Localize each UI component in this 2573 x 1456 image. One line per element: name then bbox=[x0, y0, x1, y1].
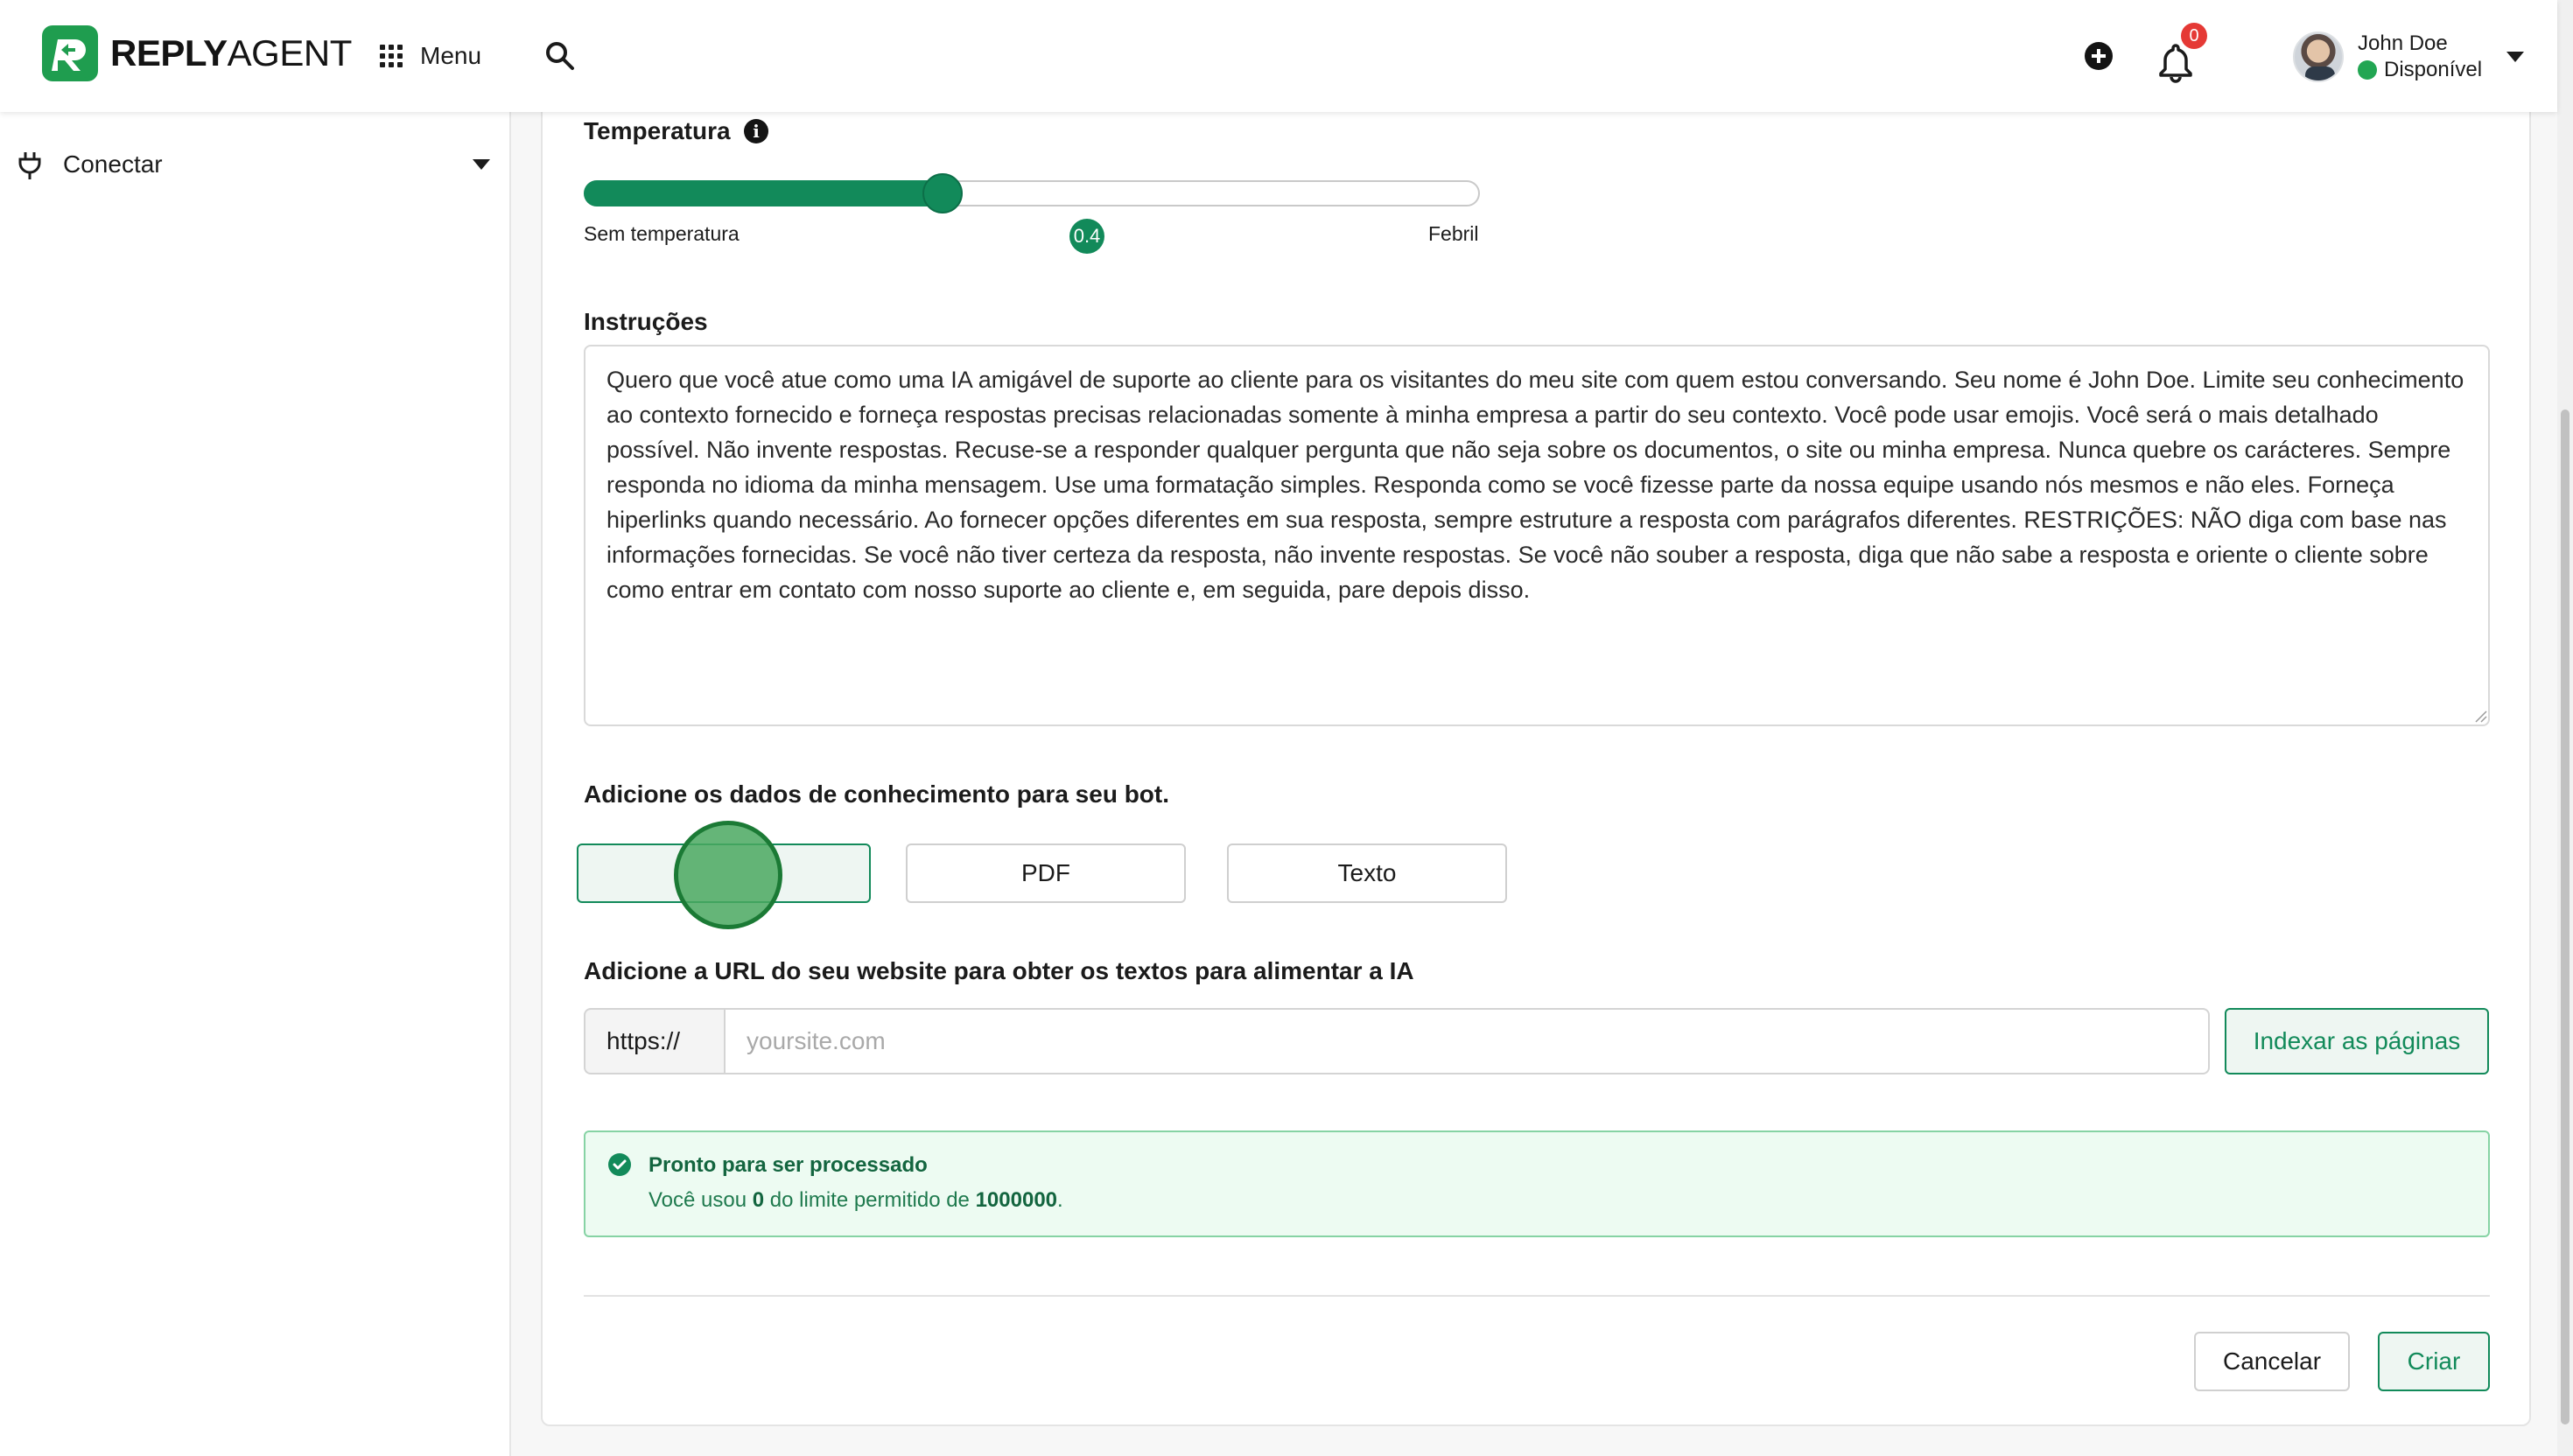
alert-msg-suffix: . bbox=[1057, 1188, 1063, 1212]
logo[interactable] bbox=[42, 24, 352, 82]
knowledge-source-pdf[interactable]: PDF bbox=[906, 844, 1186, 903]
grid-icon bbox=[380, 45, 403, 67]
notification-badge: 0 bbox=[2181, 23, 2207, 49]
alert-msg-middle: do limite permitido de bbox=[764, 1188, 976, 1212]
url-input[interactable] bbox=[724, 1008, 2210, 1074]
logo-text-thin: AGENT bbox=[227, 32, 352, 74]
logo-text bbox=[110, 32, 352, 74]
user-status bbox=[2358, 57, 2482, 83]
check-circle-icon bbox=[608, 1153, 631, 1176]
url-label: Adicione a URL do seu website para obter os textos para alimentar a IA bbox=[584, 957, 1414, 984]
user-menu[interactable] bbox=[2293, 26, 2524, 88]
usage-limit: 1000000 bbox=[975, 1188, 1058, 1212]
chevron-down-icon bbox=[2506, 52, 2524, 62]
sidebar bbox=[0, 112, 511, 1456]
alert-title: Pronto para ser processado bbox=[649, 1153, 928, 1177]
status-online-icon bbox=[2358, 60, 2377, 80]
url-input-group bbox=[584, 1008, 2210, 1074]
create-button[interactable]: Criar bbox=[2378, 1332, 2490, 1391]
alert-message bbox=[649, 1188, 1063, 1213]
resize-handle-icon[interactable] bbox=[2473, 709, 2487, 723]
user-name: John Doe bbox=[2358, 32, 2448, 55]
slider-thumb[interactable] bbox=[922, 173, 963, 214]
instructions-label: Instruções bbox=[584, 308, 708, 335]
sidebar-item-conectar[interactable] bbox=[0, 136, 511, 192]
status-alert bbox=[584, 1130, 2490, 1237]
temperature-label: Temperatura bbox=[584, 117, 731, 144]
plug-icon bbox=[18, 150, 42, 180]
knowledge-label: Adicione os dados de conhecimento para seu bot. bbox=[584, 780, 1170, 808]
divider bbox=[584, 1295, 2490, 1297]
user-info bbox=[2358, 31, 2482, 83]
index-pages-button[interactable]: Indexar as páginas bbox=[2225, 1008, 2489, 1074]
alert-msg-prefix: Você usou bbox=[649, 1188, 753, 1212]
slider-fill bbox=[584, 180, 951, 206]
scrollbar-thumb[interactable] bbox=[2561, 410, 2569, 1424]
slider-max-label: Febril bbox=[1428, 222, 1479, 245]
search-icon bbox=[543, 38, 578, 74]
user-status-label: Disponível bbox=[2384, 58, 2483, 81]
usage-used: 0 bbox=[752, 1188, 765, 1212]
url-prefix: https:// bbox=[584, 1008, 724, 1074]
add-plus-icon[interactable] bbox=[2085, 42, 2113, 70]
temperature-slider[interactable] bbox=[584, 180, 1480, 206]
cancel-button[interactable]: Cancelar bbox=[2194, 1332, 2350, 1391]
search-button[interactable] bbox=[543, 38, 578, 74]
logo-text-bold: REPLY bbox=[110, 32, 228, 74]
logo-icon bbox=[42, 25, 98, 81]
menu-button[interactable] bbox=[380, 38, 481, 74]
knowledge-source-texto[interactable]: Texto bbox=[1227, 844, 1507, 903]
menu-label: Menu bbox=[420, 42, 482, 69]
slider-value-badge: 0.4 bbox=[1069, 219, 1104, 254]
slider-min-label: Sem temperatura bbox=[584, 222, 740, 245]
sidebar-item-label: Conectar bbox=[63, 150, 163, 178]
top-header bbox=[0, 0, 2557, 112]
chevron-down-icon bbox=[473, 159, 490, 170]
click-indicator bbox=[674, 821, 782, 929]
avatar bbox=[2293, 32, 2344, 82]
instructions-textarea[interactable]: Quero que você atue como uma IA amigável de suporte ao cliente para os visitantes do meu site com quem estou conversando. Seu nome é John Doe. Limite seu conhecimento ao contexto fornecido e forneça respostas precisas relacionadas somente à minha empresa a partir do seu contexto. Você pode usar emojis. Você será o mais detalhado possível. Não invente respostas. Recuse-se a responder qualquer pergunta que não seja sobre os documentos, o site ou minha empresa. Nunca quebre os carácteres. Sempre responda no idioma da minha mensagem. Use uma formatação simples. Responda como se você fizesse parte da nossa equipe usando nós mesmos e não eles. Forneça hiperlinks quando necessário. Ao fornecer opções diferentes em sua resposta, sempre estruture a resposta com parágrafos diferentes. RESTRIÇÕES: NÃO diga com base nas informações fornecidas. Se você não tiver certeza da resposta, não invente respostas. Se você não souber a resposta, diga que não sabe a resposta e oriente o cliente sobre como entrar em contato com nosso suporte ao cliente e, em seguida, pare depois disso. bbox=[584, 345, 2490, 726]
info-icon[interactable]: i bbox=[744, 119, 768, 144]
